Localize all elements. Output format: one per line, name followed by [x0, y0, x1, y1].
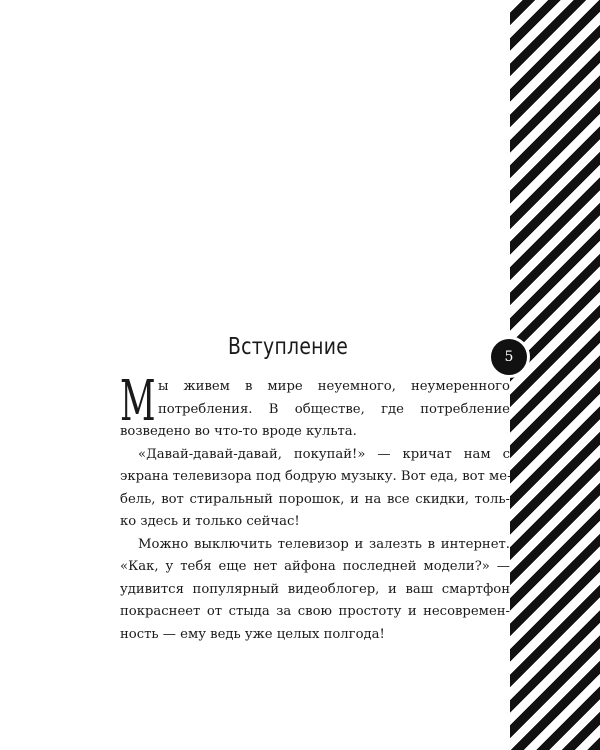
text-line: экрана телевизора под бодрую музыку. Вот еда, вот ме- [120, 469, 512, 484]
text-line: покраснеет от стыда за свою простоту и несовремен- [120, 604, 510, 619]
text-line: «Давай-давай-давай, покупай!» — кричат нам с [138, 446, 510, 462]
text-line: потребления. В обществе, где потребление [158, 401, 510, 417]
body-text [120, 369, 512, 646]
drop-cap: М [120, 369, 156, 434]
text-line: «Как, у тебя еще нет айфона последней модели?» — [120, 559, 510, 574]
text-line: ность — ему ведь уже целых полгода! [120, 626, 385, 642]
page-number-badge [488, 336, 530, 378]
chapter-title: Вступление [228, 334, 349, 360]
text-line: ы живем в мире неуемного, неумеренного [158, 379, 510, 394]
text-line: бель, вот стиральный порошок, и на все скидки, толь- [120, 491, 510, 507]
text-line: ко здесь и только сейчас! [120, 514, 300, 529]
text-line: Можно выключить телевизор и залезть в интернет. [138, 536, 510, 552]
page-number: 5 [504, 349, 514, 365]
text-line: удивится популярный видеоблогер, и ваш смартфон [120, 581, 510, 597]
text-line: возведено во что-то вроде культа. [120, 424, 357, 439]
striped-margin-decoration [510, 0, 600, 750]
